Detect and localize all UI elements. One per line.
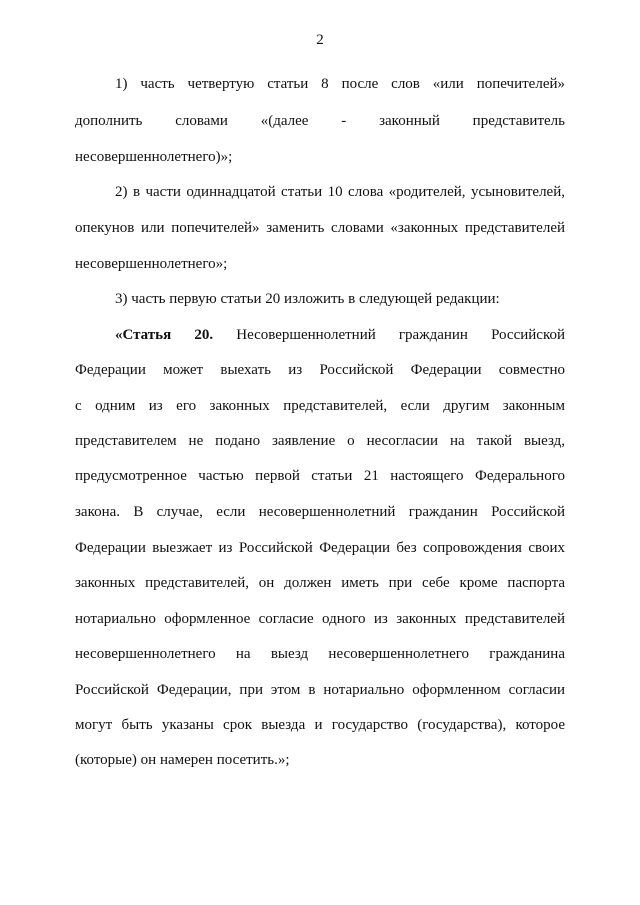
article-heading: «Статья 20. xyxy=(115,327,214,343)
paragraph-2-line-3: несовершеннолетнего»; xyxy=(75,256,228,272)
article-line-11: Российской Федерации, при этом в нотариально оформленном согласии xyxy=(75,682,565,698)
paragraph-1-line-3: несовершеннолетнего)»; xyxy=(75,149,233,165)
article-line-1-text: Несовершеннолетний гражданин Российской xyxy=(236,327,566,343)
article-line-9: нотариально оформленное согласие одного из законных представителей xyxy=(75,611,565,627)
paragraph-1-line-2: дополнить словами «(далее - законный представитель xyxy=(75,113,565,129)
article-line-12: могут быть указаны срок выезда и государство (государства), которое xyxy=(75,717,565,733)
article-line-10: несовершеннолетнего на выезд несовершеннолетнего гражданина xyxy=(75,646,565,662)
article-first-line xyxy=(115,325,565,345)
paragraph-1-line-1: 1) часть четвертую статьи 8 после слов «или попечителей» xyxy=(115,76,565,92)
article-line-13: (которые) он намерен посетить.»; xyxy=(75,752,290,768)
paragraph-3-line-1: 3) часть первую статьи 20 изложить в следующей редакции: xyxy=(115,291,500,307)
article-line-4: представителем не подано заявление о несогласии на такой выезд, xyxy=(75,433,565,449)
article-line-8: законных представителей, он должен иметь при себе кроме паспорта xyxy=(75,575,565,591)
article-line-6: закона. В случае, если несовершеннолетний гражданин Российской xyxy=(75,504,565,520)
article-line-5: предусмотренное частью первой статьи 21 настоящего Федерального xyxy=(75,468,565,484)
article-line-7: Федерации выезжает из Российской Федерации без сопровождения своих xyxy=(75,540,565,556)
paragraph-2-line-1: 2) в части одиннадцатой статьи 10 слова «родителей, усыновителей, xyxy=(115,184,565,200)
article-line-2: Федерации может выехать из Российской Федерации совместно xyxy=(75,362,565,378)
paragraph-2-line-2: опекунов или попечителей» заменить словами «законных представителей xyxy=(75,220,565,236)
article-line-3: с одним из его законных представителей, если другим законным xyxy=(75,398,565,414)
page-number: 2 xyxy=(316,32,324,48)
